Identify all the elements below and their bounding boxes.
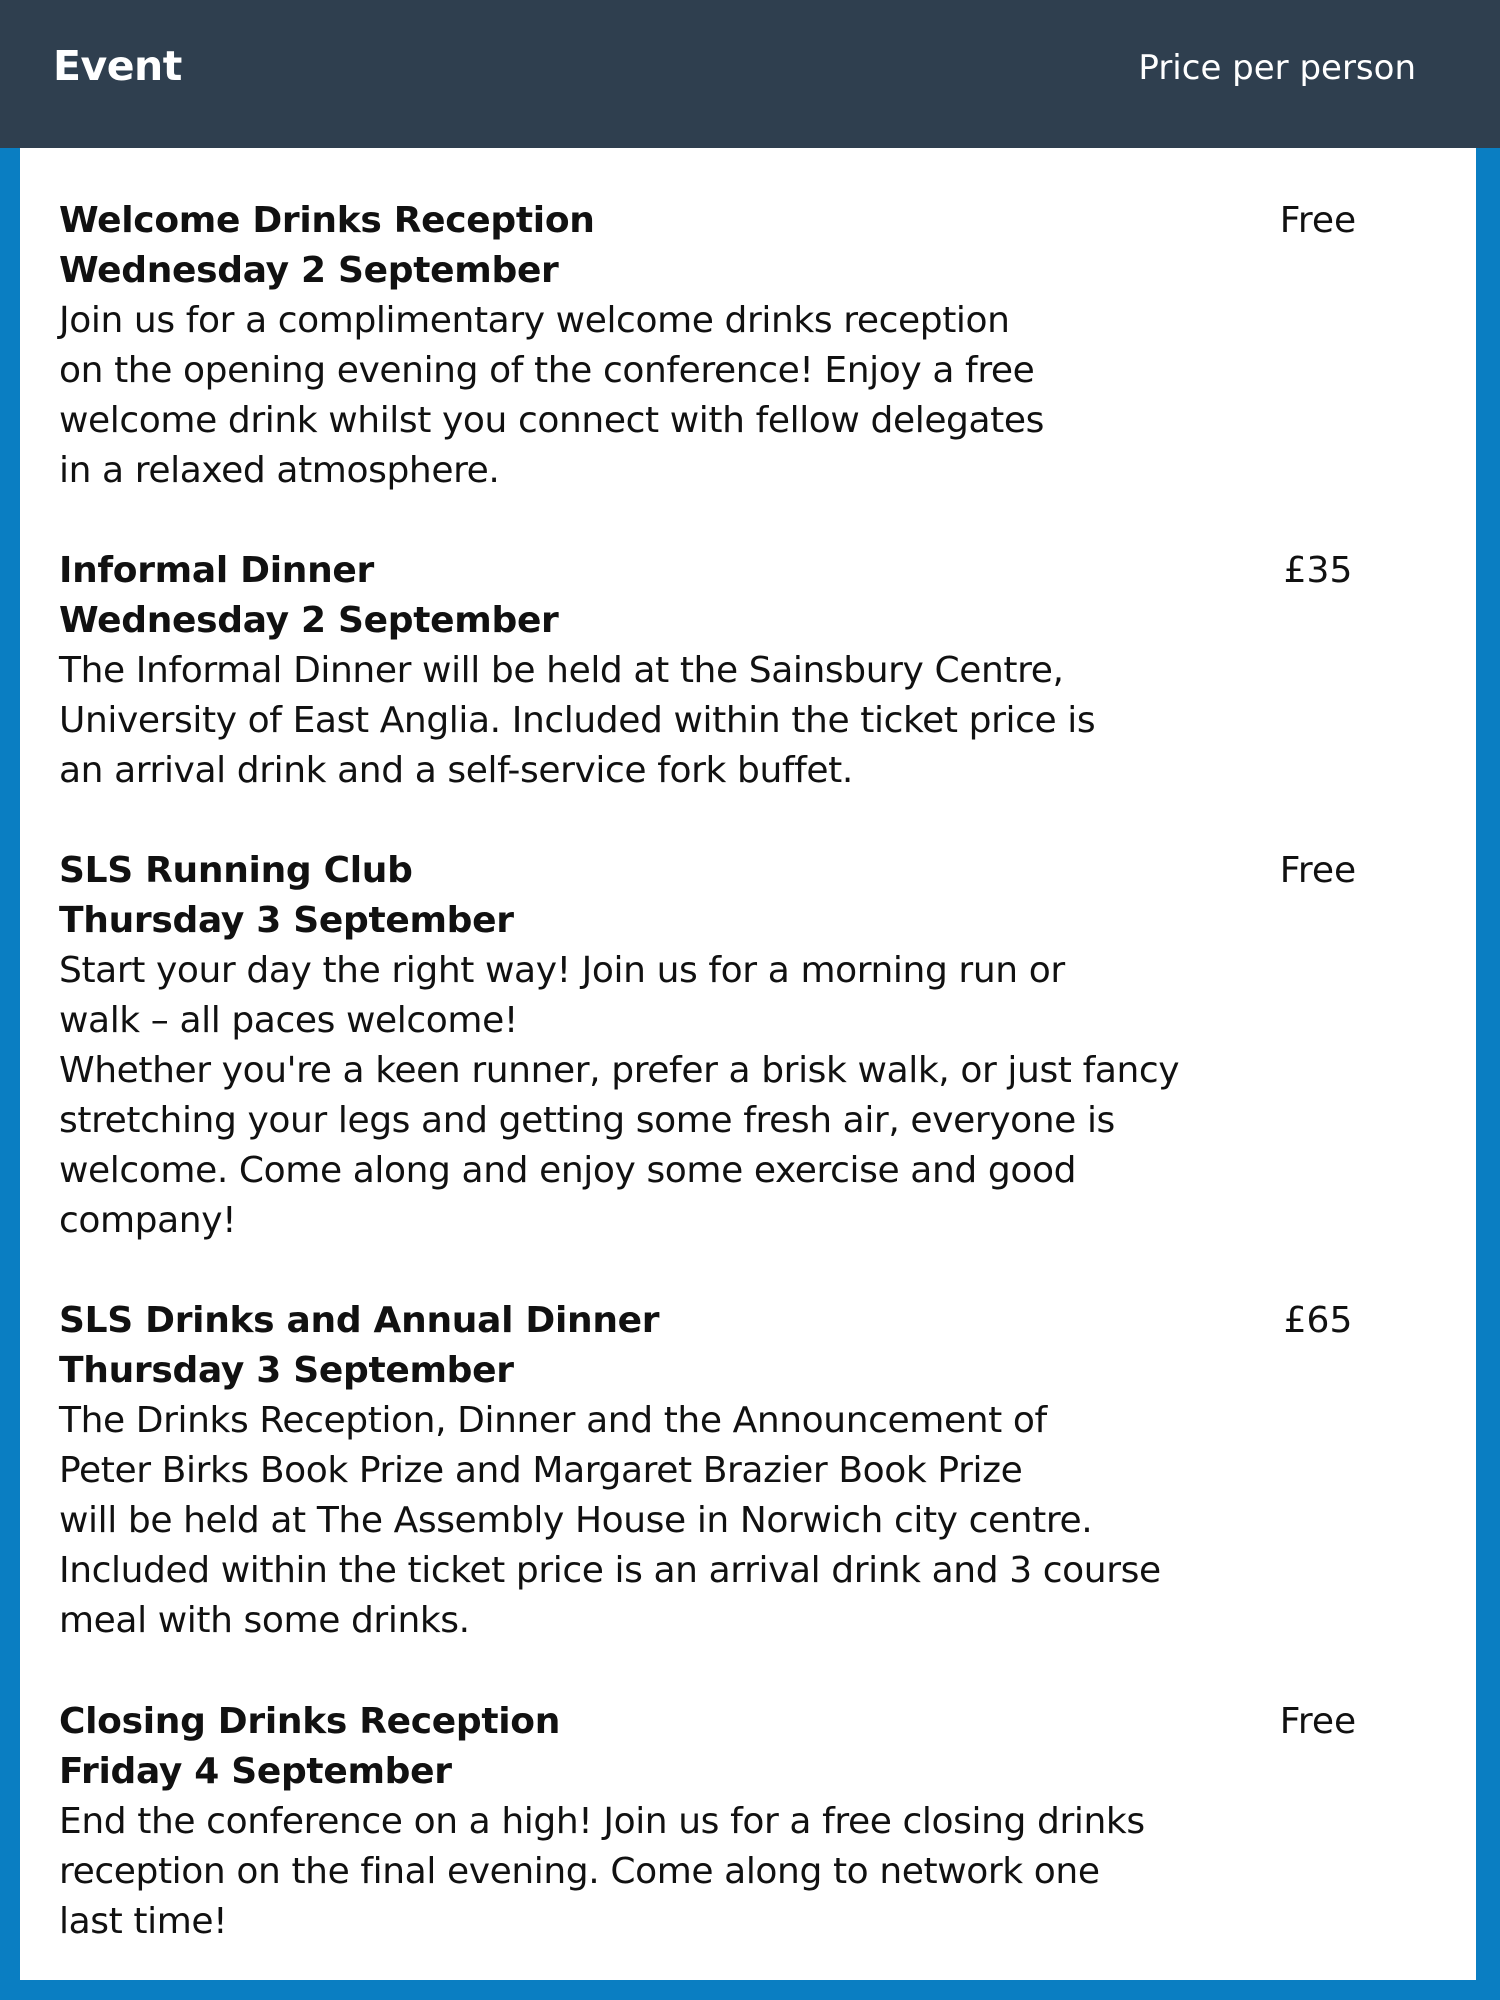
event-annual-dinner	[59, 1296, 1189, 1646]
event-title: Informal Dinner	[59, 550, 375, 591]
event-title: Welcome Drinks Reception	[59, 200, 595, 241]
event-description: The Drinks Reception, Dinner and the Announcement of Peter Birks Book Prize and Margaret Brazier Book Prize will be held at The Assembly House in Norwich city centre. Included within the ticket price is an arrival drink and 3 course meal with some drinks.	[59, 1400, 1161, 1641]
event-date: Wednesday 2 September	[59, 250, 559, 291]
event-date: Thursday 3 September	[59, 900, 514, 941]
price-column-header: Price per person	[1138, 48, 1416, 88]
event-price: Free	[1279, 850, 1357, 891]
event-title: SLS Running Club	[59, 850, 413, 891]
event-description: Start your day the right way! Join us for a morning run or walk – all paces welcome! Whether you're a keen runner, prefer a brisk walk, or just fancy stretching your legs and getting some fresh air, everyone is welcome. Come along and enjoy some exercise and good company!	[59, 950, 1180, 1241]
event-price: £65	[1283, 1300, 1353, 1341]
event-title: SLS Drinks and Annual Dinner	[59, 1300, 660, 1341]
table-header	[0, 0, 1500, 148]
event-price: £35	[1283, 550, 1353, 591]
event-date: Thursday 3 September	[59, 1350, 514, 1391]
event-date: Friday 4 September	[59, 1751, 452, 1792]
event-informal-dinner	[59, 546, 1189, 796]
event-title: Closing Drinks Reception	[59, 1701, 561, 1742]
event-closing-drinks	[59, 1697, 1189, 1947]
event-running-club	[59, 846, 1189, 1246]
events-table-body	[20, 148, 1476, 1980]
event-column-header: Event	[53, 42, 182, 90]
event-description: Join us for a complimentary welcome drinks reception on the opening evening of the conference! Enjoy a free welcome drink whilst you connect with fellow delegates in a relaxed atmosphere.	[59, 300, 1044, 491]
event-date: Wednesday 2 September	[59, 600, 559, 641]
event-description: The Informal Dinner will be held at the Sainsbury Centre, University of East Anglia. Included within the ticket price is an arrival drink and a self-service fork buffet.	[59, 650, 1096, 791]
event-description: End the conference on a high! Join us for a free closing drinks reception on the final evening. Come along to network one last time!	[59, 1801, 1145, 1942]
event-price: Free	[1279, 200, 1357, 241]
event-welcome-drinks	[59, 196, 1189, 496]
event-price: Free	[1279, 1701, 1357, 1742]
